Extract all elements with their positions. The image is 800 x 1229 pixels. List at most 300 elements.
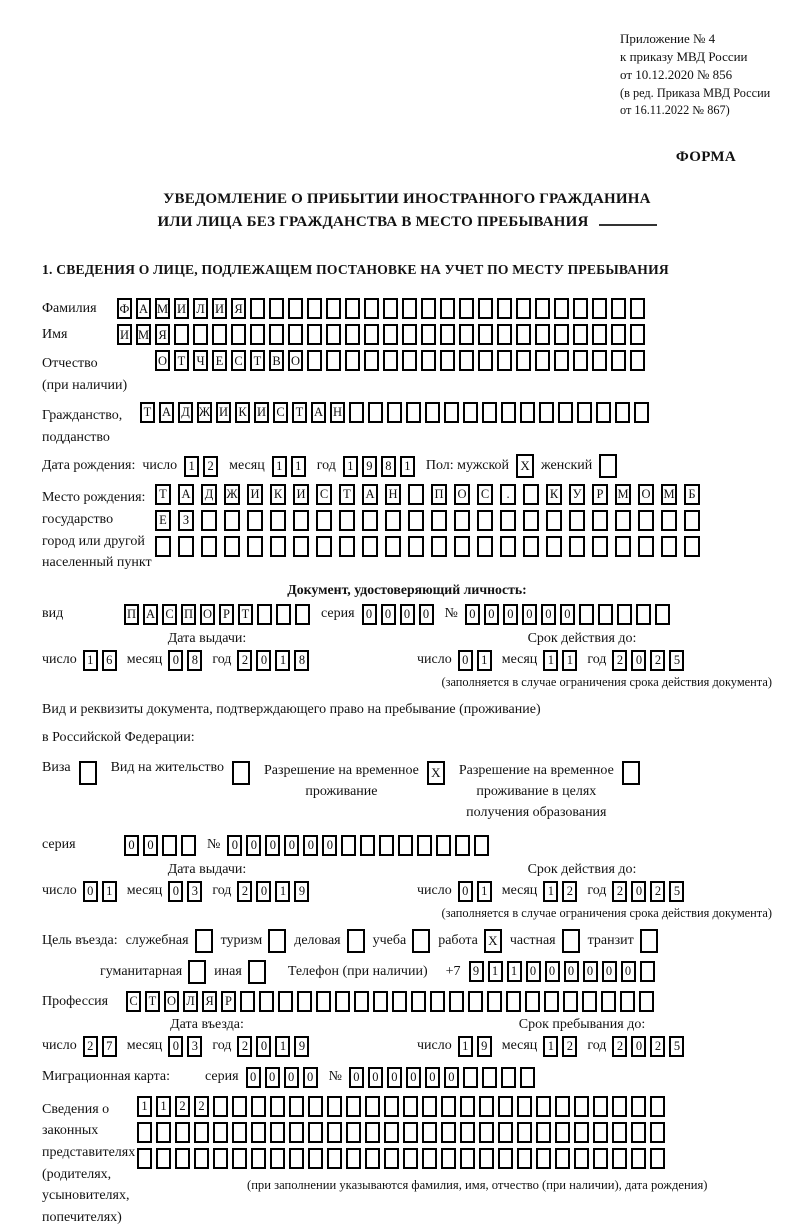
char-cell[interactable] — [392, 991, 407, 1012]
char-cell[interactable] — [232, 1096, 247, 1117]
char-cell[interactable] — [383, 298, 398, 319]
char-cell[interactable] — [213, 1096, 228, 1117]
char-cell[interactable]: Я — [202, 991, 217, 1012]
char-cell[interactable]: 0 — [526, 961, 541, 982]
char-cell[interactable]: 2 — [612, 1036, 627, 1057]
char-cell[interactable]: Т — [145, 991, 160, 1012]
char-cell[interactable]: Б — [684, 484, 700, 505]
char-cell[interactable] — [362, 536, 378, 557]
char-cell[interactable] — [408, 484, 424, 505]
tranzit-checkbox[interactable] — [640, 929, 658, 953]
char-cell[interactable] — [421, 324, 436, 345]
char-cell[interactable] — [459, 298, 474, 319]
char-cell[interactable] — [596, 402, 611, 423]
char-cell[interactable]: М — [661, 484, 677, 505]
char-cell[interactable]: 1 — [102, 881, 117, 902]
char-cell[interactable]: П — [181, 604, 196, 625]
char-cell[interactable]: О — [200, 604, 215, 625]
char-cell[interactable] — [384, 1096, 399, 1117]
char-cell[interactable] — [612, 1096, 627, 1117]
char-cell[interactable]: 9 — [477, 1036, 492, 1057]
char-cell[interactable] — [326, 350, 341, 371]
char-cell[interactable]: Т — [250, 350, 265, 371]
char-cell[interactable] — [276, 604, 291, 625]
char-cell[interactable] — [592, 510, 608, 531]
char-cell[interactable] — [288, 298, 303, 319]
char-cell[interactable]: 0 — [400, 604, 415, 625]
rvp-edu-checkbox[interactable] — [622, 761, 640, 785]
char-cell[interactable]: И — [247, 484, 263, 505]
char-cell[interactable] — [536, 1148, 551, 1169]
char-cell[interactable]: 0 — [444, 1067, 459, 1088]
char-cell[interactable]: 0 — [381, 604, 396, 625]
char-cell[interactable] — [650, 1148, 665, 1169]
char-cell[interactable] — [194, 1148, 209, 1169]
char-cell[interactable] — [194, 1122, 209, 1143]
char-cell[interactable]: 0 — [503, 604, 518, 625]
char-cell[interactable]: 0 — [583, 961, 598, 982]
char-cell[interactable] — [259, 991, 274, 1012]
char-cell[interactable] — [431, 536, 447, 557]
char-cell[interactable] — [232, 1148, 247, 1169]
char-cell[interactable]: Ф — [117, 298, 132, 319]
char-cell[interactable]: Д — [178, 402, 193, 423]
inaya-checkbox[interactable] — [248, 960, 266, 984]
char-cell[interactable]: С — [162, 604, 177, 625]
char-cell[interactable] — [611, 324, 626, 345]
char-cell[interactable] — [523, 536, 539, 557]
char-cell[interactable] — [574, 1148, 589, 1169]
char-cell[interactable] — [365, 1122, 380, 1143]
char-cell[interactable] — [232, 1122, 247, 1143]
char-cell[interactable] — [308, 1122, 323, 1143]
char-cell[interactable]: А — [311, 402, 326, 423]
char-cell[interactable] — [468, 991, 483, 1012]
char-cell[interactable]: 3 — [187, 881, 202, 902]
char-cell[interactable] — [554, 324, 569, 345]
char-cell[interactable] — [463, 1067, 478, 1088]
char-cell[interactable] — [640, 961, 655, 982]
char-cell[interactable] — [593, 1122, 608, 1143]
char-cell[interactable] — [156, 1122, 171, 1143]
char-cell[interactable] — [384, 1122, 399, 1143]
char-cell[interactable]: Н — [330, 402, 345, 423]
char-cell[interactable] — [536, 1122, 551, 1143]
char-cell[interactable] — [620, 991, 635, 1012]
char-cell[interactable]: 0 — [265, 1067, 280, 1088]
char-cell[interactable] — [523, 484, 539, 505]
char-cell[interactable] — [535, 298, 550, 319]
char-cell[interactable]: 0 — [168, 650, 183, 671]
char-cell[interactable]: З — [178, 510, 194, 531]
char-cell[interactable] — [539, 402, 554, 423]
char-cell[interactable]: 0 — [419, 604, 434, 625]
ucheba-checkbox[interactable] — [412, 929, 430, 953]
char-cell[interactable]: 0 — [256, 650, 271, 671]
char-cell[interactable] — [479, 1096, 494, 1117]
char-cell[interactable] — [316, 510, 332, 531]
char-cell[interactable]: 0 — [284, 1067, 299, 1088]
char-cell[interactable] — [455, 835, 470, 856]
char-cell[interactable]: С — [273, 402, 288, 423]
char-cell[interactable] — [417, 835, 432, 856]
char-cell[interactable]: 0 — [541, 604, 556, 625]
char-cell[interactable] — [213, 1148, 228, 1169]
char-cell[interactable]: 5 — [669, 881, 684, 902]
char-cell[interactable] — [631, 1122, 646, 1143]
char-cell[interactable] — [593, 1096, 608, 1117]
char-cell[interactable] — [339, 510, 355, 531]
char-cell[interactable]: 1 — [275, 1036, 290, 1057]
char-cell[interactable]: Т — [292, 402, 307, 423]
char-cell[interactable] — [137, 1122, 152, 1143]
char-cell[interactable] — [316, 991, 331, 1012]
char-cell[interactable] — [408, 536, 424, 557]
char-cell[interactable]: 0 — [368, 1067, 383, 1088]
char-cell[interactable]: 1 — [458, 1036, 473, 1057]
char-cell[interactable]: 9 — [294, 1036, 309, 1057]
char-cell[interactable] — [573, 298, 588, 319]
char-cell[interactable] — [421, 298, 436, 319]
char-cell[interactable] — [270, 1096, 285, 1117]
char-cell[interactable] — [440, 350, 455, 371]
char-cell[interactable]: 1 — [477, 881, 492, 902]
char-cell[interactable] — [638, 510, 654, 531]
char-cell[interactable]: 2 — [237, 881, 252, 902]
char-cell[interactable]: У — [569, 484, 585, 505]
char-cell[interactable] — [201, 510, 217, 531]
char-cell[interactable]: 0 — [406, 1067, 421, 1088]
char-cell[interactable] — [501, 402, 516, 423]
char-cell[interactable]: 9 — [362, 456, 377, 477]
char-cell[interactable] — [224, 510, 240, 531]
char-cell[interactable] — [601, 991, 616, 1012]
char-cell[interactable] — [516, 324, 531, 345]
char-cell[interactable]: 0 — [349, 1067, 364, 1088]
char-cell[interactable]: А — [178, 484, 194, 505]
char-cell[interactable] — [498, 1122, 513, 1143]
char-cell[interactable]: Р — [219, 604, 234, 625]
char-cell[interactable] — [459, 350, 474, 371]
char-cell[interactable]: 8 — [294, 650, 309, 671]
char-cell[interactable]: С — [477, 484, 493, 505]
char-cell[interactable]: 0 — [564, 961, 579, 982]
char-cell[interactable]: 0 — [465, 604, 480, 625]
char-cell[interactable] — [516, 298, 531, 319]
char-cell[interactable] — [379, 835, 394, 856]
char-cell[interactable]: 2 — [612, 650, 627, 671]
char-cell[interactable]: И — [117, 324, 132, 345]
char-cell[interactable]: К — [235, 402, 250, 423]
char-cell[interactable] — [630, 350, 645, 371]
vnz-checkbox[interactable] — [232, 761, 250, 785]
rvp-checkbox[interactable]: X — [427, 761, 445, 785]
char-cell[interactable] — [611, 350, 626, 371]
char-cell[interactable] — [617, 604, 632, 625]
char-cell[interactable] — [162, 835, 177, 856]
char-cell[interactable]: М — [615, 484, 631, 505]
char-cell[interactable] — [385, 510, 401, 531]
char-cell[interactable] — [250, 298, 265, 319]
char-cell[interactable]: 0 — [631, 650, 646, 671]
char-cell[interactable]: 0 — [246, 1067, 261, 1088]
char-cell[interactable] — [403, 1148, 418, 1169]
char-cell[interactable] — [650, 1122, 665, 1143]
char-cell[interactable]: 1 — [272, 456, 287, 477]
char-cell[interactable] — [477, 510, 493, 531]
char-cell[interactable] — [615, 510, 631, 531]
char-cell[interactable] — [365, 1096, 380, 1117]
char-cell[interactable] — [630, 324, 645, 345]
char-cell[interactable] — [517, 1096, 532, 1117]
char-cell[interactable] — [460, 1122, 475, 1143]
char-cell[interactable] — [365, 1148, 380, 1169]
char-cell[interactable] — [364, 298, 379, 319]
char-cell[interactable] — [360, 835, 375, 856]
char-cell[interactable]: 0 — [545, 961, 560, 982]
char-cell[interactable] — [460, 1148, 475, 1169]
char-cell[interactable] — [345, 324, 360, 345]
char-cell[interactable]: 0 — [631, 1036, 646, 1057]
char-cell[interactable] — [398, 835, 413, 856]
char-cell[interactable]: Л — [193, 298, 208, 319]
char-cell[interactable] — [430, 991, 445, 1012]
char-cell[interactable] — [341, 835, 356, 856]
char-cell[interactable]: 2 — [83, 1036, 98, 1057]
char-cell[interactable] — [181, 835, 196, 856]
char-cell[interactable]: 0 — [256, 1036, 271, 1057]
char-cell[interactable]: К — [270, 484, 286, 505]
char-cell[interactable]: П — [124, 604, 139, 625]
char-cell[interactable] — [582, 991, 597, 1012]
char-cell[interactable]: 1 — [400, 456, 415, 477]
char-cell[interactable] — [517, 1148, 532, 1169]
char-cell[interactable] — [498, 1096, 513, 1117]
char-cell[interactable]: А — [143, 604, 158, 625]
char-cell[interactable] — [155, 536, 171, 557]
char-cell[interactable]: Т — [238, 604, 253, 625]
char-cell[interactable] — [297, 991, 312, 1012]
char-cell[interactable] — [288, 324, 303, 345]
char-cell[interactable]: О — [288, 350, 303, 371]
char-cell[interactable]: 2 — [194, 1096, 209, 1117]
char-cell[interactable] — [383, 350, 398, 371]
char-cell[interactable] — [592, 350, 607, 371]
char-cell[interactable] — [544, 991, 559, 1012]
char-cell[interactable] — [326, 324, 341, 345]
char-cell[interactable] — [611, 298, 626, 319]
char-cell[interactable] — [477, 536, 493, 557]
char-cell[interactable] — [517, 1122, 532, 1143]
char-cell[interactable] — [308, 1096, 323, 1117]
char-cell[interactable] — [449, 991, 464, 1012]
char-cell[interactable] — [478, 298, 493, 319]
char-cell[interactable] — [402, 350, 417, 371]
char-cell[interactable] — [525, 991, 540, 1012]
char-cell[interactable] — [573, 324, 588, 345]
char-cell[interactable]: 0 — [265, 835, 280, 856]
char-cell[interactable] — [383, 324, 398, 345]
char-cell[interactable] — [592, 298, 607, 319]
char-cell[interactable]: 1 — [543, 1036, 558, 1057]
char-cell[interactable] — [497, 350, 512, 371]
char-cell[interactable]: М — [155, 298, 170, 319]
char-cell[interactable] — [307, 350, 322, 371]
char-cell[interactable] — [569, 510, 585, 531]
char-cell[interactable]: 1 — [507, 961, 522, 982]
char-cell[interactable]: 1 — [543, 650, 558, 671]
char-cell[interactable]: С — [231, 350, 246, 371]
char-cell[interactable] — [441, 1096, 456, 1117]
char-cell[interactable] — [250, 324, 265, 345]
char-cell[interactable] — [213, 1122, 228, 1143]
char-cell[interactable]: 0 — [387, 1067, 402, 1088]
char-cell[interactable] — [346, 1122, 361, 1143]
char-cell[interactable] — [506, 991, 521, 1012]
char-cell[interactable]: Т — [155, 484, 171, 505]
char-cell[interactable]: 0 — [322, 835, 337, 856]
char-cell[interactable]: 8 — [187, 650, 202, 671]
char-cell[interactable] — [403, 1096, 418, 1117]
char-cell[interactable] — [346, 1148, 361, 1169]
char-cell[interactable] — [421, 350, 436, 371]
char-cell[interactable]: 0 — [458, 650, 473, 671]
char-cell[interactable]: Ч — [193, 350, 208, 371]
char-cell[interactable]: В — [269, 350, 284, 371]
char-cell[interactable]: 0 — [227, 835, 242, 856]
char-cell[interactable] — [354, 991, 369, 1012]
char-cell[interactable] — [574, 1096, 589, 1117]
char-cell[interactable]: 0 — [425, 1067, 440, 1088]
char-cell[interactable]: Е — [212, 350, 227, 371]
char-cell[interactable] — [655, 604, 670, 625]
char-cell[interactable] — [482, 402, 497, 423]
char-cell[interactable] — [573, 350, 588, 371]
char-cell[interactable] — [520, 402, 535, 423]
char-cell[interactable] — [474, 835, 489, 856]
char-cell[interactable] — [650, 1096, 665, 1117]
char-cell[interactable]: 0 — [631, 881, 646, 902]
char-cell[interactable] — [289, 1148, 304, 1169]
char-cell[interactable]: 0 — [168, 881, 183, 902]
char-cell[interactable] — [422, 1122, 437, 1143]
char-cell[interactable]: Р — [221, 991, 236, 1012]
char-cell[interactable]: 2 — [562, 881, 577, 902]
char-cell[interactable] — [327, 1122, 342, 1143]
char-cell[interactable]: 0 — [143, 835, 158, 856]
char-cell[interactable]: 0 — [458, 881, 473, 902]
char-cell[interactable] — [373, 991, 388, 1012]
char-cell[interactable] — [593, 1148, 608, 1169]
char-cell[interactable] — [631, 1148, 646, 1169]
char-cell[interactable] — [346, 1096, 361, 1117]
char-cell[interactable] — [661, 536, 677, 557]
char-cell[interactable]: И — [254, 402, 269, 423]
char-cell[interactable] — [460, 1096, 475, 1117]
char-cell[interactable] — [478, 350, 493, 371]
char-cell[interactable] — [555, 1122, 570, 1143]
char-cell[interactable] — [459, 324, 474, 345]
char-cell[interactable] — [615, 536, 631, 557]
char-cell[interactable] — [307, 298, 322, 319]
char-cell[interactable]: 0 — [284, 835, 299, 856]
char-cell[interactable] — [247, 536, 263, 557]
chastnaya-checkbox[interactable] — [562, 929, 580, 953]
char-cell[interactable]: 2 — [175, 1096, 190, 1117]
char-cell[interactable]: 1 — [184, 456, 199, 477]
char-cell[interactable] — [403, 1122, 418, 1143]
char-cell[interactable]: 2 — [237, 1036, 252, 1057]
char-cell[interactable] — [384, 1148, 399, 1169]
char-cell[interactable] — [478, 324, 493, 345]
char-cell[interactable] — [639, 991, 654, 1012]
char-cell[interactable] — [630, 298, 645, 319]
sluzhebnaya-checkbox[interactable] — [195, 929, 213, 953]
char-cell[interactable] — [339, 536, 355, 557]
char-cell[interactable]: Ж — [197, 402, 212, 423]
rabota-checkbox[interactable]: X — [484, 929, 502, 953]
turizm-checkbox[interactable] — [268, 929, 286, 953]
char-cell[interactable]: Л — [183, 991, 198, 1012]
char-cell[interactable] — [326, 298, 341, 319]
char-cell[interactable] — [558, 402, 573, 423]
char-cell[interactable] — [479, 1122, 494, 1143]
char-cell[interactable]: 0 — [168, 1036, 183, 1057]
char-cell[interactable] — [269, 324, 284, 345]
char-cell[interactable]: К — [546, 484, 562, 505]
char-cell[interactable] — [615, 402, 630, 423]
char-cell[interactable] — [546, 510, 562, 531]
char-cell[interactable]: 0 — [621, 961, 636, 982]
char-cell[interactable] — [295, 604, 310, 625]
char-cell[interactable] — [178, 536, 194, 557]
char-cell[interactable] — [479, 1148, 494, 1169]
char-cell[interactable] — [563, 991, 578, 1012]
char-cell[interactable] — [454, 510, 470, 531]
char-cell[interactable] — [362, 510, 378, 531]
char-cell[interactable]: Д — [201, 484, 217, 505]
char-cell[interactable] — [569, 536, 585, 557]
char-cell[interactable] — [137, 1148, 152, 1169]
char-cell[interactable] — [520, 1067, 535, 1088]
char-cell[interactable] — [684, 536, 700, 557]
char-cell[interactable]: 0 — [522, 604, 537, 625]
char-cell[interactable]: 1 — [477, 650, 492, 671]
char-cell[interactable] — [500, 536, 516, 557]
char-cell[interactable]: . — [500, 484, 516, 505]
char-cell[interactable]: 7 — [102, 1036, 117, 1057]
char-cell[interactable] — [402, 324, 417, 345]
char-cell[interactable]: 6 — [102, 650, 117, 671]
char-cell[interactable] — [497, 298, 512, 319]
char-cell[interactable]: 2 — [650, 650, 665, 671]
char-cell[interactable]: 0 — [246, 835, 261, 856]
char-cell[interactable] — [555, 1096, 570, 1117]
char-cell[interactable] — [251, 1148, 266, 1169]
char-cell[interactable]: Е — [155, 510, 171, 531]
char-cell[interactable]: 1 — [137, 1096, 152, 1117]
char-cell[interactable]: 8 — [381, 456, 396, 477]
char-cell[interactable]: 2 — [203, 456, 218, 477]
char-cell[interactable] — [364, 350, 379, 371]
char-cell[interactable]: Ж — [224, 484, 240, 505]
char-cell[interactable] — [444, 402, 459, 423]
char-cell[interactable] — [316, 536, 332, 557]
delovaya-checkbox[interactable] — [347, 929, 365, 953]
char-cell[interactable] — [516, 350, 531, 371]
char-cell[interactable] — [156, 1148, 171, 1169]
char-cell[interactable] — [212, 324, 227, 345]
